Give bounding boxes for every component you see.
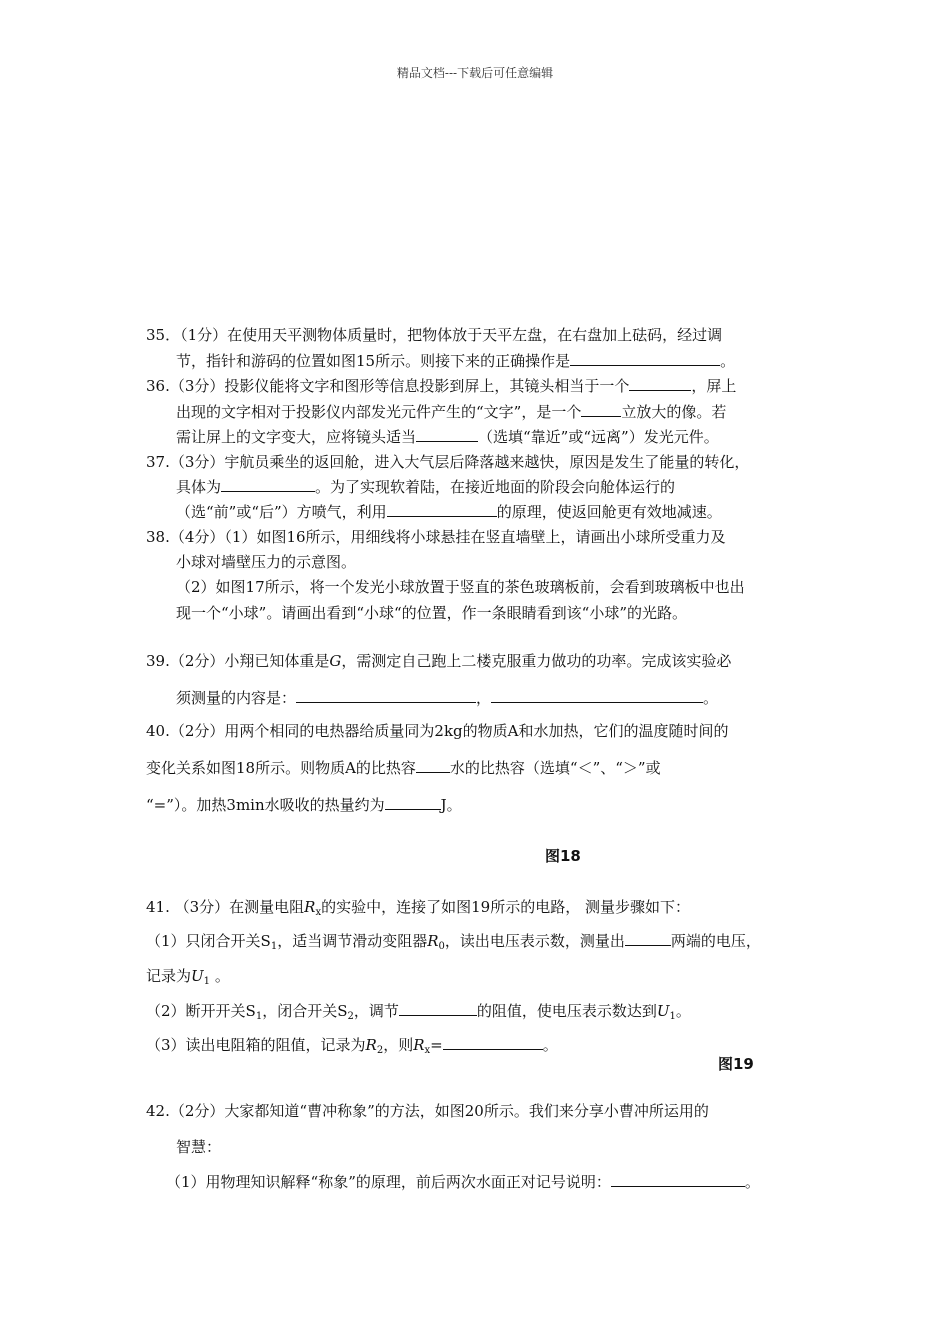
q37-line3: （选“前”或“后”）方喷气，利用 的原理，使返回舱更有效地减速。 [176, 503, 722, 521]
q38-line3: （2）如图17所示，将一个发光小球放置于竖直的茶色玻璃板前，会看到玻璃板中也出 [176, 578, 745, 596]
q37-blank-1[interactable] [221, 477, 315, 492]
q39-blank-1[interactable] [296, 688, 476, 703]
figure-19-caption: 图19 [718, 1055, 754, 1073]
q41-line1: 41. （3分）在测量电阻$R_x$的实验中，连接了如图19所示的电路， 测量步骤如下： [146, 898, 690, 918]
q40-line3: “=”）。加热3min水吸收的热量约为 J。 [146, 796, 462, 814]
q36-line1: 36.（3分）投影仪能将文字和图形等信息投影到屏上，其镜头相当于一个 ，屏上 [146, 377, 737, 395]
q42-line2: 智慧： [176, 1138, 222, 1156]
q39-blank-2[interactable] [491, 688, 703, 703]
page-header: 精品文档---下载后可任意编辑 [396, 66, 554, 80]
q39-line1: 39.（2分）小翔已知体重是G，需测定自己跑上二楼克服重力做功的功率。完成该实验必 [146, 652, 732, 670]
q40-line2: 变化关系如图18所示。则物质A的比热容 水的比热容（选填“＜”、“＞”或 [146, 759, 661, 777]
q38-line2: 小球对墙壁压力的示意图。 [176, 553, 357, 571]
q40-blank-1[interactable] [416, 758, 450, 773]
q40-blank-2[interactable] [385, 795, 441, 810]
q36-line3: 需让屏上的文字变大，应将镜头适当 （选填“靠近”或“远离”）发光元件。 [176, 428, 719, 446]
q35-answer-blank[interactable] [570, 351, 720, 366]
q37-blank-2[interactable] [387, 502, 497, 517]
q35-line2: 节，指针和游码的位置如图15所示。则接下来的正确操作是 。 [176, 352, 736, 370]
q42-blank-1[interactable] [611, 1172, 745, 1187]
q41-line5: （3）读出电阻箱的阻值，记录为$R_2$，则$R_x=$ 。 [146, 1036, 558, 1056]
q37-line2: 具体为 。为了实现软着陆，在接近地面的阶段会向舱体运行的 [176, 478, 676, 496]
q41-blank-2[interactable] [399, 1001, 477, 1016]
q36-blank-1[interactable] [629, 376, 691, 391]
q36-line2: 出现的文字相对于投影仪内部发光元件产生的“文字”，是一个 立放大的像。若 [176, 403, 727, 421]
q36-blank-2[interactable] [581, 402, 621, 417]
q38-line1: 38.（4分）（1）如图16所示，用细线将小球悬挂在竖直墙壁上，请画出小球所受重力及 [146, 528, 726, 546]
q41-line4: （2）断开开关$S_1$，闭合开关$S_2$，调节 的阻值，使电压表示数达到$U_1$。 [146, 1002, 691, 1022]
q41-blank-3[interactable] [443, 1035, 543, 1050]
q36-blank-3[interactable] [416, 427, 478, 442]
q41-line3: 记录为$U_1$ 。 [146, 967, 230, 987]
q42-line1: 42.（2分）大家都知道“曹冲称象”的方法，如图20所示。我们来分享小曹冲所运用的 [146, 1102, 709, 1120]
q37-line1: 37.（3分）宇航员乘坐的返回舱，进入大气层后降落越来越快，原因是发生了能量的转化， [146, 453, 750, 471]
q41-blank-1[interactable] [625, 931, 671, 946]
q42-line3: （1）用物理知识解释“称象”的原理，前后两次水面正对记号说明： 。 [166, 1173, 760, 1191]
q39-line2: 须测量的内容是： ， 。 [176, 689, 719, 707]
q41-line2: （1）只闭合开关$S_1$，适当调节滑动变阻器$R_0$，读出电压表示数，测量出 两端的电压， [146, 932, 761, 952]
q40-line1: 40.（2分）用两个相同的电热器给质量同为2kg的物质A和水加热，它们的温度随时间的 [146, 722, 729, 740]
q35-line1: 35．（1分）在使用天平测物体质量时，把物体放于天平左盘，在右盘加上砝码，经过调 [146, 326, 723, 344]
figure-18-caption: 图18 [545, 847, 581, 865]
q38-line4: 现一个“小球”。请画出看到“小球“的位置，作一条眼睛看到该“小球”的光路。 [176, 604, 688, 622]
